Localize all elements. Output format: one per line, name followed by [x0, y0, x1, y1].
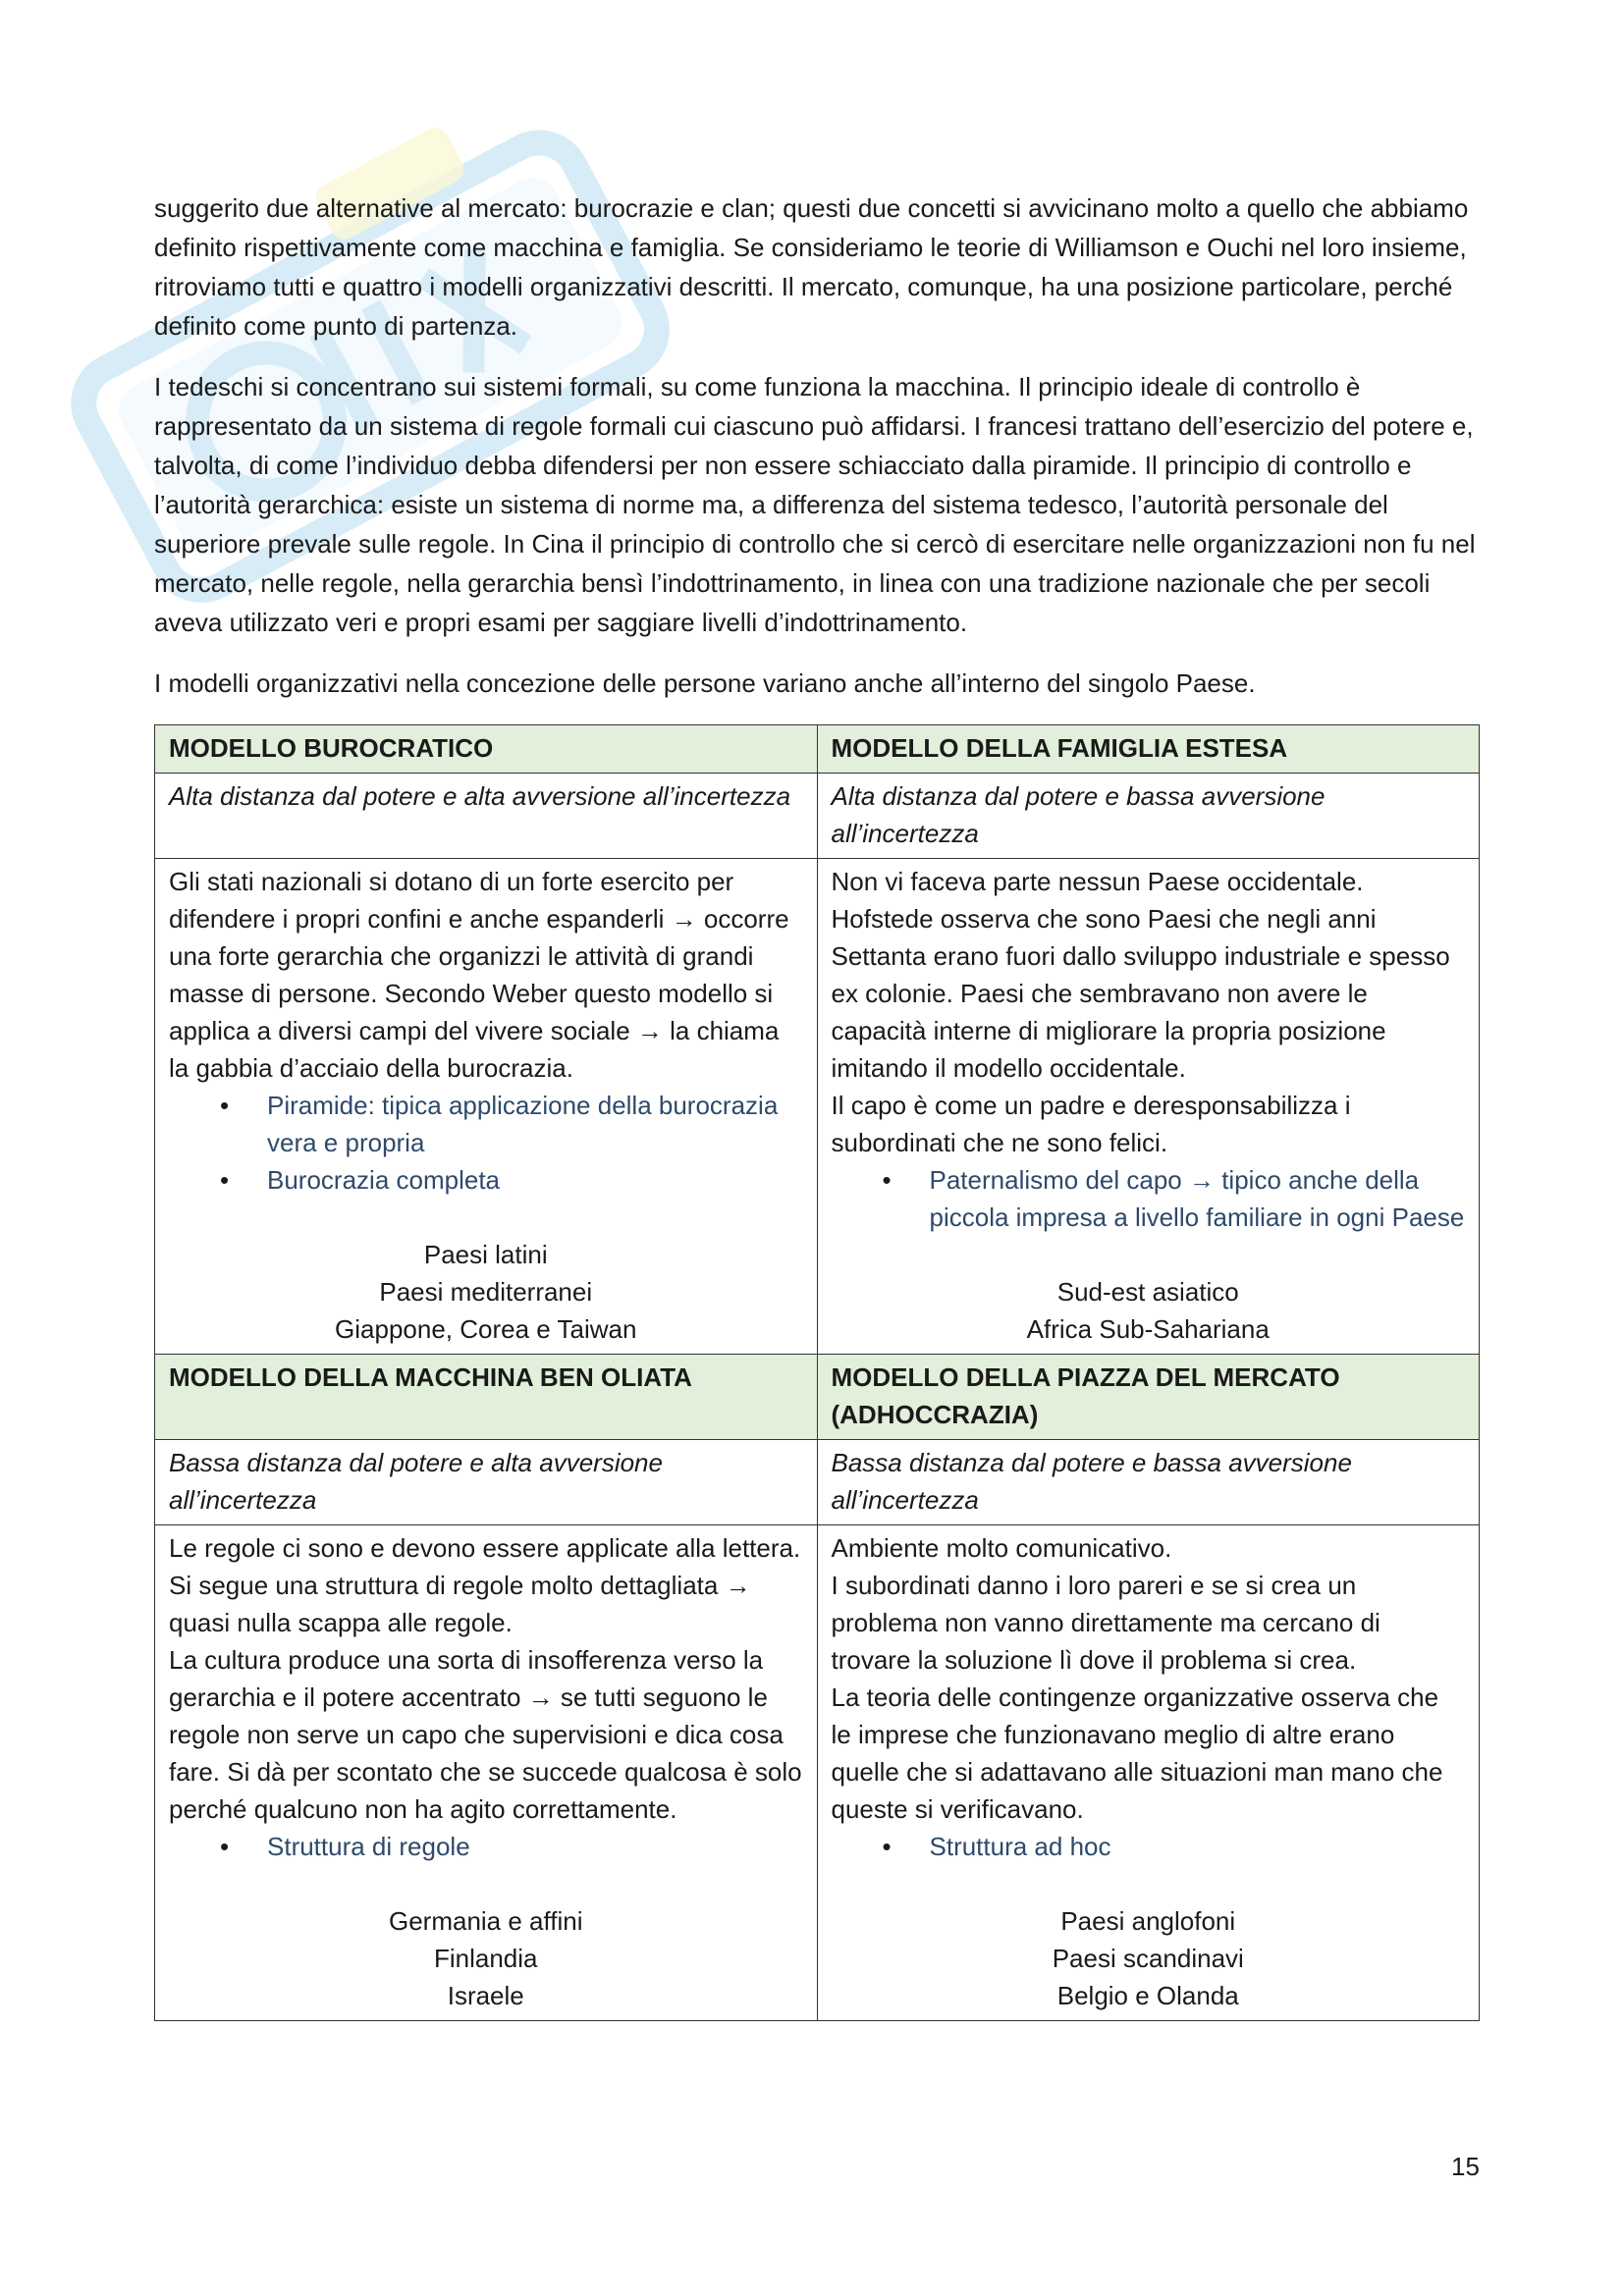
model-cell-well-oiled-machine — [155, 1525, 818, 2021]
bullet-item: • Burocrazia completa — [169, 1161, 803, 1199]
model-cell-market-place — [817, 1525, 1480, 2021]
bullet-item: • Struttura ad hoc — [832, 1828, 1466, 1865]
bullet-list — [169, 1087, 803, 1199]
model-title-well-oiled-machine: MODELLO DELLA MACCHINA BEN OLIATA — [155, 1355, 818, 1440]
model-body: Gli stati nazionali si dotano di un forte esercito per difendere i propri confini e anche espanderli → occorre una forte gerarchia che organizzi le attività di grandi masse di persone. Secondo Weber questo modello si applica a diversi campi del vivere sociale → la chiama la gabbia d’acciaio della burocrazia. — [169, 867, 789, 1083]
page-content — [154, 188, 1480, 2021]
page-number: 15 — [1451, 2152, 1480, 2181]
bullet-list — [832, 1161, 1466, 1236]
bullet-item: • Struttura di regole — [169, 1828, 803, 1865]
model-countries: Paesi latini Paesi mediterranei Giappone, Corea e Taiwan — [335, 1240, 637, 1344]
model-subtitle-bureaucratic: Alta distanza dal potere e alta avversione all’incertezza — [155, 774, 818, 859]
model-countries: Germania e affini Finlandia Israele — [388, 1906, 583, 2010]
model-body: Non vi faceva parte nessun Paese occidentale. Hofstede osserva che sono Paesi che negli anni Settanta erano fuori dallo sviluppo industriale e spesso ex colonie. Paesi che sembravano non avere le capacità interne di migliorare la propria posizione imitando il modello occidentale. Il capo è come un padre e deresponsabilizza i subordinati che ne sono felici. — [831, 867, 1450, 1157]
model-subtitle-well-oiled-machine: Bassa distanza dal potere e alta avversione all’incertezza — [155, 1440, 818, 1525]
paragraph: I modelli organizzativi nella concezione delle persone variano anche all’interno del singolo Paese. — [154, 668, 1256, 698]
model-countries: Sud-est asiatico Africa Sub-Sahariana — [1026, 1277, 1270, 1344]
model-title-bureaucratic: MODELLO BUROCRATICO — [155, 725, 818, 774]
model-title-extended-family: MODELLO DELLA FAMIGLIA ESTESA — [817, 725, 1480, 774]
paragraph: suggerito due alternative al mercato: burocrazie e clan; questi due concetti si avvicinano molto a quello che abbiamo definito rispettivamente come macchina e famiglia. Se consideriamo le teorie di Williamson e Ouchi nel loro insieme, ritroviamo tutti e quattro i modelli organizzativi descritti. Il mercato, comunque, ha una posizione particolare, perché definito come punto di partenza. — [154, 193, 1469, 341]
bullet-item: • Piramide: tipica applicazione della burocrazia vera e propria — [169, 1087, 803, 1161]
organizational-models-table — [154, 724, 1480, 2021]
model-cell-extended-family — [817, 859, 1480, 1355]
bullet-list — [832, 1828, 1466, 1865]
model-body: Ambiente molto comunicativo. I subordinati danno i loro pareri e se si crea un problema non vanno direttamente ma cercano di trovare la soluzione lì dove il problema si crea. La teoria delle contingenze organizzative osserva che le imprese che funzionavano meglio di altre erano quelle che si adattavano alle situazioni man mano che queste si verificavano. — [831, 1533, 1443, 1824]
bullet-list — [169, 1828, 803, 1865]
model-subtitle-extended-family: Alta distanza dal potere e bassa avversione all’incertezza — [817, 774, 1480, 859]
model-cell-bureaucratic — [155, 859, 818, 1355]
model-body: Le regole ci sono e devono essere applicate alla lettera. Si segue una struttura di regole molto dettagliata → quasi nulla scappa alle regole. La cultura produce una sorta di insofferenza verso la gerarchia e il potere accentrato → se tutti seguono le regole non serve un capo che supervisioni e dica cosa fare. Si dà per scontato che se succede qualcosa è solo perché qualcuno non ha agito correttamente. — [169, 1533, 802, 1824]
model-title-market-place: MODELLO DELLA PIAZZA DEL MERCATO (ADHOCCRAZIA) — [817, 1355, 1480, 1440]
model-subtitle-market-place: Bassa distanza dal potere e bassa avversione all’incertezza — [817, 1440, 1480, 1525]
paragraph: I tedeschi si concentrano sui sistemi formali, su come funziona la macchina. Il principio ideale di controllo è rappresentato da un sistema di regole formali cui ciascuno può affidarsi. I francesi trattano dell’esercizio del potere e, talvolta, di come l’individuo debba difendersi per non essere schiacciato dalla piramide. Il principio di controllo e l’autorità gerarchica: esiste un sistema di norme ma, a differenza del sistema tedesco, l’autorità personale del superiore prevale sulle regole. In Cina il principio di controllo che si cercò di esercitare nelle organizzazioni non fu nel mercato, nelle regole, nella gerarchia bensì l’indottrinamento, in linea con una tradizione nazionale che per secoli aveva utilizzato veri e propri esami per saggiare livelli d’indottrinamento. — [154, 372, 1476, 637]
model-countries: Paesi anglofoni Paesi scandinavi Belgio e Olanda — [1052, 1906, 1244, 2010]
bullet-item: • Paternalismo del capo → tipico anche della piccola impresa a livello familiare in ogni Paese — [832, 1161, 1466, 1236]
